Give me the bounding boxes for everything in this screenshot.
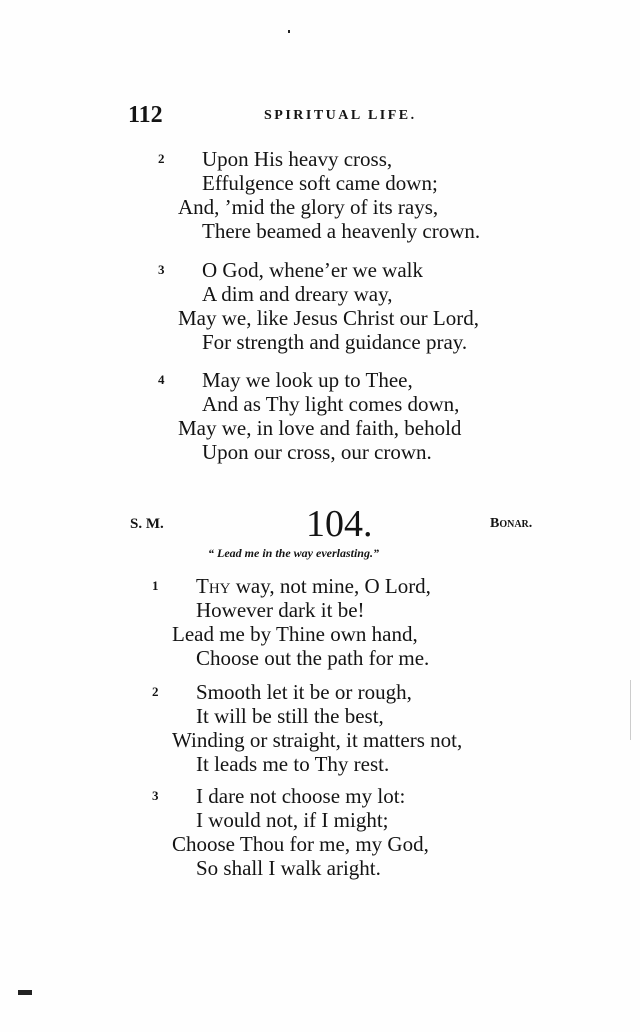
stanza-number: 3 <box>152 788 159 803</box>
stanza-line: I dare not choose my lot: <box>196 784 406 808</box>
running-title: SPIRITUAL LIFE. <box>264 108 417 123</box>
stanza-top-2 <box>158 147 578 243</box>
stanza-line: May we look up to Thee, <box>202 368 413 392</box>
stanza-line: For strength and guidance pray. <box>202 330 468 354</box>
stanza-line: Effulgence soft came down; <box>202 171 438 195</box>
stanza-line: It leads me to Thy rest. <box>196 752 390 776</box>
stanza-line: May we, in love and faith, behold <box>178 416 462 440</box>
stanza-line: O God, whene’er we walk <box>202 258 424 282</box>
stanza-number: 2 <box>158 151 165 166</box>
stanza-line: There beamed a heavenly crown. <box>202 219 481 243</box>
page-header <box>128 102 498 132</box>
stanza-line: May we, like Jesus Christ our Lord, <box>178 306 479 330</box>
hymn-stanza-2 <box>152 680 572 776</box>
scan-artifact <box>288 30 290 33</box>
hymn-heading <box>130 502 550 545</box>
stanza-number: 1 <box>152 578 159 593</box>
stanza-top-3 <box>158 258 578 354</box>
stanza-line: Smooth let it be or rough, <box>196 680 412 704</box>
stanza-line-rest: way, not mine, O Lord, <box>230 574 431 598</box>
stanza-line: Choose Thou for me, my God, <box>172 832 429 856</box>
stanza-line: So shall I walk aright. <box>196 856 381 880</box>
hymn-meter: S. M. <box>130 516 164 532</box>
hymn-epigraph: “ Lead me in the way everlasting.” <box>208 546 379 560</box>
stanza-line: I would not, if I might; <box>196 808 389 832</box>
page-number: 112 <box>128 102 163 128</box>
hymn-author: Bonar. <box>490 516 533 531</box>
stanza-number: 3 <box>158 262 165 277</box>
first-word-caps: Thy <box>196 574 231 598</box>
scan-artifact <box>18 990 32 995</box>
stanza-line: Lead me by Thine own hand, <box>172 622 418 646</box>
stanza-line: However dark it be! <box>196 598 365 622</box>
stanza-line: It will be still the best, <box>196 704 384 728</box>
hymn-stanza-3 <box>152 784 572 880</box>
stanza-line: A dim and dreary way, <box>202 282 393 306</box>
stanza-number: 4 <box>158 372 165 387</box>
stanza-line: Choose out the path for me. <box>196 646 430 670</box>
stanza-top-4 <box>158 368 578 464</box>
stanza-line: Upon our cross, our crown. <box>202 440 432 464</box>
stanza-line <box>196 574 572 598</box>
stanza-line: And as Thy light comes down, <box>202 392 460 416</box>
stanza-line: And, ’mid the glory of its rays, <box>178 195 439 219</box>
stanza-line: Upon His heavy cross, <box>202 147 393 171</box>
scan-artifact <box>630 680 631 740</box>
hymn-number: 104. <box>306 503 373 545</box>
stanza-line: Winding or straight, it matters not, <box>172 728 463 752</box>
stanza-number: 2 <box>152 684 159 699</box>
hymn-stanza-1 <box>152 574 572 670</box>
